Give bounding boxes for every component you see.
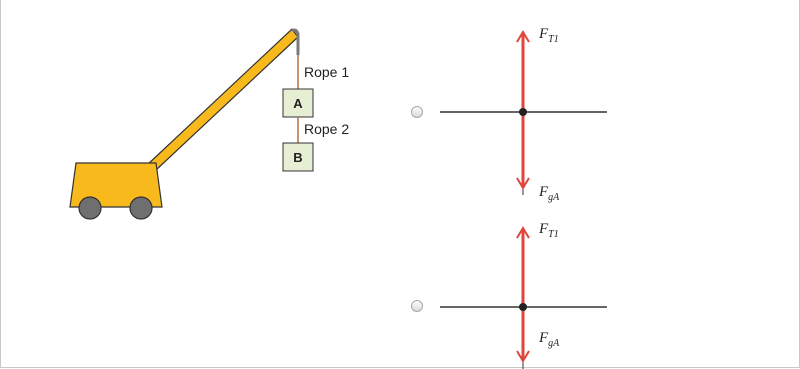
answer-option-2 [412, 221, 608, 369]
option-2-center-dot [519, 303, 527, 311]
crane-wheel-right [130, 197, 152, 219]
block-a-label: A [293, 96, 303, 111]
option-1-up-force-label: $F_{T1}$ [539, 26, 559, 45]
option-2-down-force-label: $F_{gA}$ [539, 330, 560, 349]
answer-option-1 [412, 26, 608, 203]
rope-1-label: Rope 1 [304, 64, 350, 80]
option-1-center-dot [519, 108, 527, 116]
crane [70, 29, 349, 219]
block-b-label: B [293, 150, 303, 165]
crane-boom [146, 29, 298, 170]
option-1-down-force-label: $F_{gA}$ [539, 184, 560, 203]
option-2-radio[interactable] [412, 301, 423, 312]
rope-2-label: Rope 2 [304, 121, 350, 137]
option-1-radio[interactable] [412, 107, 423, 118]
crane-wheel-left [79, 197, 101, 219]
option-2-up-force-label: $F_{T1}$ [539, 221, 559, 240]
